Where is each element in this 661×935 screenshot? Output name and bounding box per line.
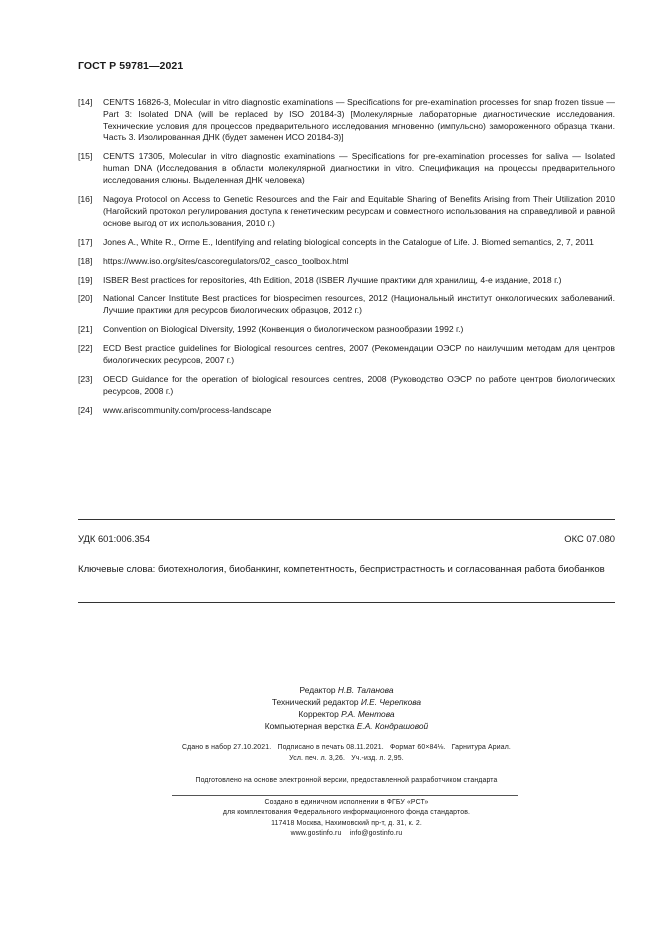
credit-label: Технический редактор [271, 697, 359, 707]
credit-label: Корректор [298, 709, 339, 719]
oks-code: ОКС 07.080 [564, 533, 615, 544]
reference-number: [23] [78, 374, 93, 385]
publisher-line: для комплектования Федерального информационного фонда стандартов. [222, 809, 471, 817]
document-header: ГОСТ Р 59781—2021 [78, 60, 184, 72]
reference-text: National Cancer Institute Best practices for biospecimen resources, 2012 (Национальный институт онкологических заболеваний. Лучшие практики для ресурсов биологических образцов, 2012 г.) [103, 293, 615, 316]
reference-text: ECD Best practice guidelines for Biological resources centres, 2007 (Рекомендации ОЭСР по наилучшим методам для центров биологических ресурсов, 2007 г.) [103, 343, 615, 366]
reference-item [78, 97, 615, 144]
imprint-line: Усл. печ. л. 3,26. Уч.-изд. л. 2,95. [289, 754, 404, 762]
reference-item [78, 374, 615, 398]
reference-number: [20] [78, 293, 93, 304]
reference-text: CEN/TS 16826-3, Molecular in vitro diagnostic examinations — Specifications for pre-examination processes for snap frozen tissue — Part 3: Isolated DNA (will be replaced by ISO 20184-3) [Молекулярные лабораторные диагностические исследования. Технические условия для процессов предварительного исследования мгновенно (импульсно) замороженного образца ткани. Часть 3. Изолированная ДНК (будет заменен ИСО 20184-3)] [103, 97, 615, 143]
imprint-block [78, 743, 615, 764]
reference-number: [22] [78, 343, 93, 354]
prepared-note: Подготовлено на основе электронной версии, предоставленной разработчиком стандарта [195, 777, 498, 784]
keywords: Ключевые слова: биотехнология, биобанкинг, компетентность, беспристрастность и согласованная работа биобанков [78, 564, 605, 575]
reference-text: Jones A., White R., Orme E., Identifying and relating biological concepts in the Catalogue of Life. J. Biomed semantics, 2, 7, 2011 [103, 236, 594, 247]
reference-text: Convention on Biological Diversity, 1992 (Конвенция о биологическом разнообразии 1992 г.) [103, 324, 464, 335]
reference-text: OECD Guidance for the operation of biological resources centres, 2008 (Руководство ОЭСР по работе центров биологических ресурсов, 2008 г.) [103, 374, 615, 396]
reference-text: CEN/TS 17305, Molecular in vitro diagnostic examinations — Specifications for pre-examination processes for saliva — Isolated human DNA (Исследования в области молекулярной диагностики in vitro. Спецификация на процессы предварительного исследования слюны. Выделенная ДНК человека) [103, 151, 615, 185]
reference-text: ISBER Best practices for repositories, 4th Edition, 2018 (ISBER Лучшие практики для хранилищ, 4-е издание, 2018 г.) [103, 274, 562, 285]
reference-number: [16] [78, 193, 93, 204]
publisher-block [78, 798, 615, 840]
reference-list [78, 97, 615, 424]
imprint-line: Сдано в набор 27.10.2021. Подписано в печать 08.11.2021. Формат 60×84⅛. Гарнитура Ариал. [182, 744, 511, 751]
credit-corrector [78, 708, 615, 720]
reference-item [78, 194, 615, 229]
reference-item [78, 343, 615, 367]
reference-number: [15] [78, 151, 93, 162]
reference-text: Nagoya Protocol on Access to Genetic Resources and the Fair and Equitable Sharing of Benefits Arising from Their Utilization 2010 (Нагойский протокол регулирования доступа к генетическим ресурсам и совместного использования на справедливой и равной основе выгод от их использования, 2010 г.) [103, 193, 615, 228]
credit-name: Н.В. Таланова [337, 685, 394, 695]
reference-item [78, 256, 615, 268]
reference-number: [17] [78, 236, 93, 247]
credits-block [78, 684, 615, 732]
reference-item [78, 293, 615, 317]
credit-name: Р.А. Ментова [341, 709, 395, 719]
credit-name: И.Е. Черепкова [360, 697, 422, 707]
reference-item [78, 237, 615, 249]
footer-divider-top [78, 519, 615, 520]
credit-tech-editor [78, 696, 615, 708]
reference-link: www.ariscommunity.com/process-landscape [103, 404, 272, 415]
reference-number: [14] [78, 97, 93, 107]
reference-item [78, 151, 615, 186]
reference-number: [24] [78, 404, 93, 415]
udk-code: УДК 601:006.354 [78, 533, 151, 544]
classification-row [78, 533, 615, 544]
publisher-contacts: www.gostinfo.ru info@gostinfo.ru [290, 830, 403, 838]
footer-divider-bottom [78, 602, 615, 603]
credit-editor [78, 684, 615, 696]
credit-name: Е.А. Кондрашовой [356, 721, 429, 731]
reference-item [78, 324, 615, 336]
credit-label: Компьютерная верстка [264, 721, 355, 731]
reference-item [78, 405, 615, 417]
credit-layout [78, 720, 615, 732]
credit-label: Редактор [299, 685, 336, 695]
publisher-line: Создано в единичном исполнении в ФГБУ «РСТ» [264, 799, 429, 806]
reference-text: https://www.iso.org/sites/cascoregulators/02_casco_toolbox.html [103, 255, 349, 266]
publisher-address: 117418 Москва, Нахимовский пр-т, д. 31, к. 2. [271, 819, 422, 827]
reference-number: [19] [78, 274, 93, 285]
reference-number: [21] [78, 324, 93, 335]
publisher-divider [172, 795, 518, 796]
reference-number: [18] [78, 255, 93, 266]
reference-item [78, 275, 615, 287]
